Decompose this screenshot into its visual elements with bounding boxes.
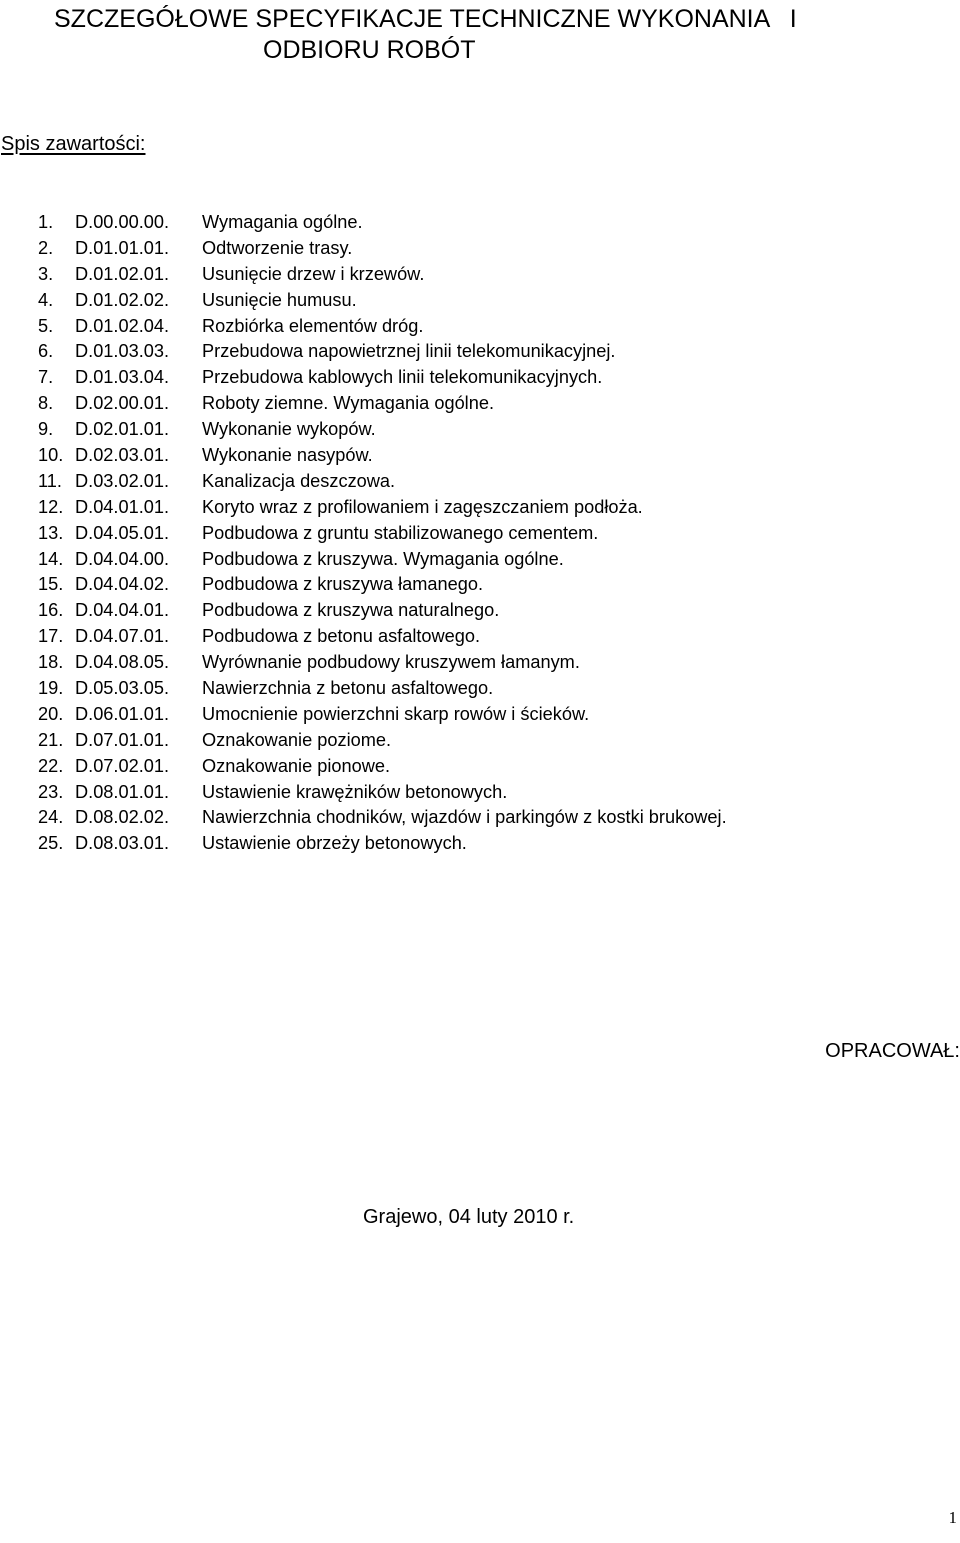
toc-item-code: D.01.02.02. xyxy=(75,289,170,310)
toc-item-number: 24. xyxy=(38,807,64,828)
toc-item-title: Podbudowa z betonu asfaltowego. xyxy=(202,626,481,647)
toc-item-code: D.01.02.04. xyxy=(75,315,170,336)
toc-item-title: Przebudowa kablowych linii telekomunikacyjnych. xyxy=(202,367,603,388)
toc-item-code: D.02.00.01. xyxy=(75,393,170,414)
toc-item-code: D.08.01.01. xyxy=(75,781,170,802)
toc-item-title: Rozbiórka elementów dróg. xyxy=(202,315,424,336)
toc-item-title: Podbudowa z kruszywa naturalnego. xyxy=(202,600,500,621)
toc-item-number: 16. xyxy=(38,600,64,621)
toc-item-title: Umocnienie powierzchni skarp rowów i ścieków. xyxy=(202,703,590,724)
toc-item-code: D.01.01.01. xyxy=(75,237,170,258)
toc-item-title: Usunięcie humusu. xyxy=(202,289,357,310)
toc-item-code: D.01.03.03. xyxy=(75,341,170,362)
toc-item-code: D.04.08.05. xyxy=(75,652,170,673)
page-number: 1 xyxy=(948,1508,957,1527)
toc-item-number: 9. xyxy=(38,419,54,440)
toc-item-number: 5. xyxy=(38,315,54,336)
toc-item-title: Podbudowa z gruntu stabilizowanego cementem. xyxy=(202,522,599,543)
toc-item-title: Roboty ziemne. Wymagania ogólne. xyxy=(202,393,495,414)
toc-item-title: Przebudowa napowietrznej linii telekomunikacyjnej. xyxy=(202,341,616,362)
toc-item-number: 7. xyxy=(38,367,54,388)
toc-item-title: Koryto wraz z profilowaniem i zagęszczaniem podłoża. xyxy=(202,496,643,517)
toc-item-title: Wykonanie nasypów. xyxy=(202,445,373,466)
toc-item-number: 22. xyxy=(38,755,64,776)
toc-item-number: 11. xyxy=(38,470,62,491)
toc-item-number: 2. xyxy=(38,237,54,258)
toc-item-code: D.04.01.01. xyxy=(75,496,170,517)
toc-item-number: 10. xyxy=(38,445,64,466)
toc-item-number: 21. xyxy=(38,729,64,750)
toc-item-code: D.00.00.00. xyxy=(75,212,170,232)
toc-item-title: Wyrównanie podbudowy kruszywem łamanym. xyxy=(202,652,580,673)
toc-item-title: Kanalizacja deszczowa. xyxy=(202,470,396,491)
toc-item-number: 1. xyxy=(38,212,54,232)
toc-item-code: D.08.03.01. xyxy=(75,833,170,854)
toc-item-code: D.01.02.01. xyxy=(75,263,170,284)
toc-item-title: Wymagania ogólne. xyxy=(202,212,363,232)
toc-item-code: D.05.03.05. xyxy=(75,678,170,699)
toc-item-code: D.04.04.01. xyxy=(75,600,170,621)
toc-item-code: D.07.01.01. xyxy=(75,729,170,750)
toc-item-number: 8. xyxy=(38,393,54,414)
toc-item-number: 19. xyxy=(38,678,64,699)
toc-item-title: Ustawienie krawężników betonowych. xyxy=(202,781,508,802)
document-title-line-1: SZCZEGÓŁOWE SPECYFIKACJE TECHNICZNE WYKONANIA I xyxy=(54,5,797,33)
toc-item-title: Odtworzenie trasy. xyxy=(202,237,353,258)
toc-item-code: D.04.05.01. xyxy=(75,522,170,543)
toc-item-title: Ustawienie obrzeży betonowych. xyxy=(202,833,467,854)
toc-item-code: D.01.03.04. xyxy=(75,367,170,388)
toc-item-number: 3. xyxy=(38,263,54,284)
toc-item-title: Nawierzchnia chodników, wjazdów i parkingów z kostki brukowej. xyxy=(202,807,727,828)
toc-item-number: 23. xyxy=(38,781,64,802)
toc-item-code: D.03.02.01. xyxy=(75,470,170,491)
toc-item-code: D.04.07.01. xyxy=(75,626,170,647)
toc-item-title: Podbudowa z kruszywa łamanego. xyxy=(202,574,484,595)
toc-item-title: Oznakowanie pionowe. xyxy=(202,755,391,776)
toc-item-number: 18. xyxy=(38,652,64,673)
toc-item-number: 25. xyxy=(38,833,64,854)
toc-item-number: 6. xyxy=(38,341,54,362)
toc-item-title: Oznakowanie poziome. xyxy=(202,729,392,750)
toc-item-code: D.08.02.02. xyxy=(75,807,170,828)
toc-heading: Spis zawartości: xyxy=(1,133,146,155)
toc-item-code: D.07.02.01. xyxy=(75,755,170,776)
toc-item-code: D.06.01.01. xyxy=(75,703,170,724)
prepared-by-label: OPRACOWAŁ: xyxy=(825,1040,960,1062)
document-title-line-2: ODBIORU ROBÓT xyxy=(263,36,476,64)
toc-item-number: 15. xyxy=(38,574,64,595)
toc-item-title: Usunięcie drzew i krzewów. xyxy=(202,263,425,284)
toc-item-number: 20. xyxy=(38,703,64,724)
toc-item-code: D.02.01.01. xyxy=(75,419,170,440)
toc-item-number: 13. xyxy=(38,522,64,543)
toc-item-number: 12. xyxy=(38,496,64,517)
toc-item-title: Podbudowa z kruszywa. Wymagania ogólne. xyxy=(202,548,564,569)
toc-item-title: Wykonanie wykopów. xyxy=(202,419,376,440)
toc-item-number: 14. xyxy=(38,548,64,569)
toc-item-code: D.02.03.01. xyxy=(75,445,170,466)
toc-item-code: D.04.04.02. xyxy=(75,574,170,595)
toc-item-title: Nawierzchnia z betonu asfaltowego. xyxy=(202,678,494,699)
toc-item-number: 17. xyxy=(38,626,64,647)
toc-item-code: D.04.04.00. xyxy=(75,548,170,569)
place-and-date: Grajewo, 04 luty 2010 r. xyxy=(363,1206,575,1228)
toc-item-number: 4. xyxy=(38,289,54,310)
